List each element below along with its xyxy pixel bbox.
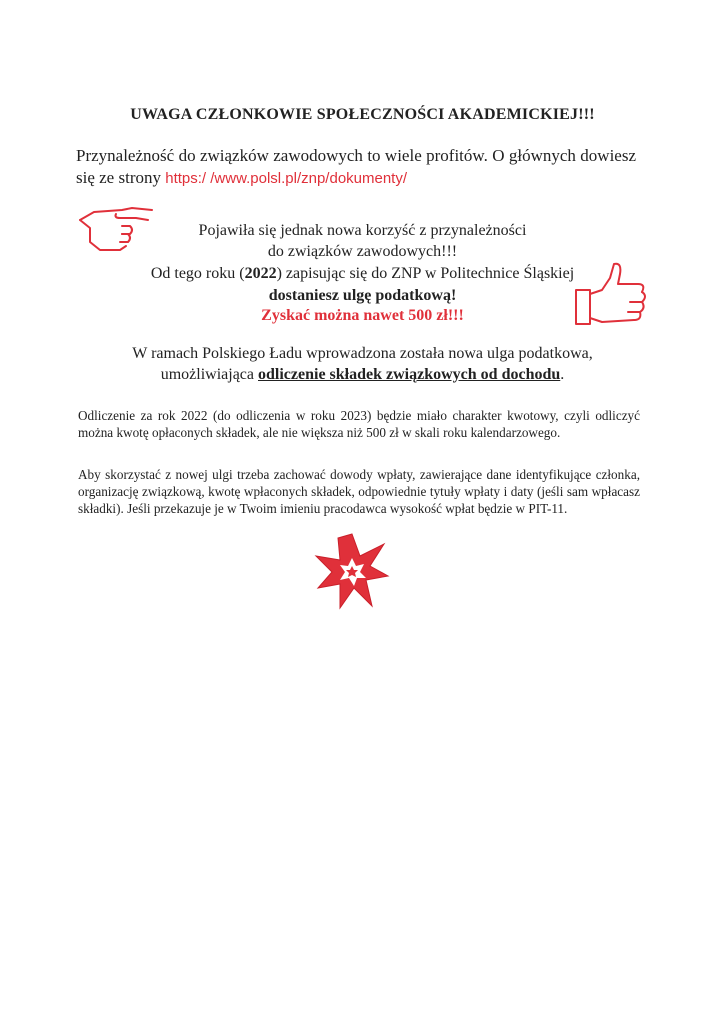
benefit-line-3-pre: Od tego roku ( <box>150 265 245 282</box>
benefit-year: 2022 <box>244 265 277 282</box>
deduction-highlight: odliczenie składek związkowych od dochodu <box>258 366 561 383</box>
znp-documents-link[interactable]: https:/ /www.polsl.pl/znp/dokumenty/ <box>165 170 408 187</box>
thumbs-up-icon <box>572 260 652 326</box>
requirements-paragraph: Aby skorzystać z nowej ulgi trzeba zachować dowody wpłaty, zawierające dane identyfikujące członka, organizację związkową, kwotę wpłaconych składek, odpowiednie tytuły wpłaty i daty (jeśli sam wpłacasz składki). Jeśli przekazuje je w Twoim imieniu pracodawca wysokość wpłat będzie w PIT-11. <box>78 467 640 516</box>
benefit-line-3-post: ) zapisując się do ZNP w Politechnice Śląskiej <box>276 265 575 282</box>
polski-lad-line-2 <box>0 366 725 384</box>
deduction-paragraph: Odliczenie za rok 2022 (do odliczenia w roku 2023) będzie miało charakter kwotowy, czyli odliczyć można kwotę opłaconych składek, ale nie większa niż 500 zł w skali roku kalendarzowego. <box>78 408 640 440</box>
star-burst-icon <box>314 532 390 610</box>
intro-paragraph <box>76 145 636 190</box>
polski-lad-line-1: W ramach Polskiego Ładu wprowadzona została nowa ulga podatkowa, <box>132 345 593 362</box>
benefit-line-5: Zyskać można nawet 500 zł!!! <box>261 307 464 324</box>
polski-lad-line-2-post: . <box>560 366 565 383</box>
polski-lad-line-2-pre: umożliwiająca <box>160 366 259 383</box>
benefit-line-2: do związków zawodowych!!! <box>267 243 458 260</box>
intro-text: Przynależność do związków zawodowych to wiele profitów. O głównych dowiesz się ze strony <box>76 146 636 187</box>
benefit-line-1: Pojawiła się jednak nowa korzyść z przynależności <box>198 222 527 239</box>
benefit-line-4: dostaniesz ulgę podatkową! <box>268 287 457 304</box>
page-title: UWAGA CZŁONKOWIE SPOŁECZNOŚCI AKADEMICKIEJ!!! <box>130 106 595 123</box>
